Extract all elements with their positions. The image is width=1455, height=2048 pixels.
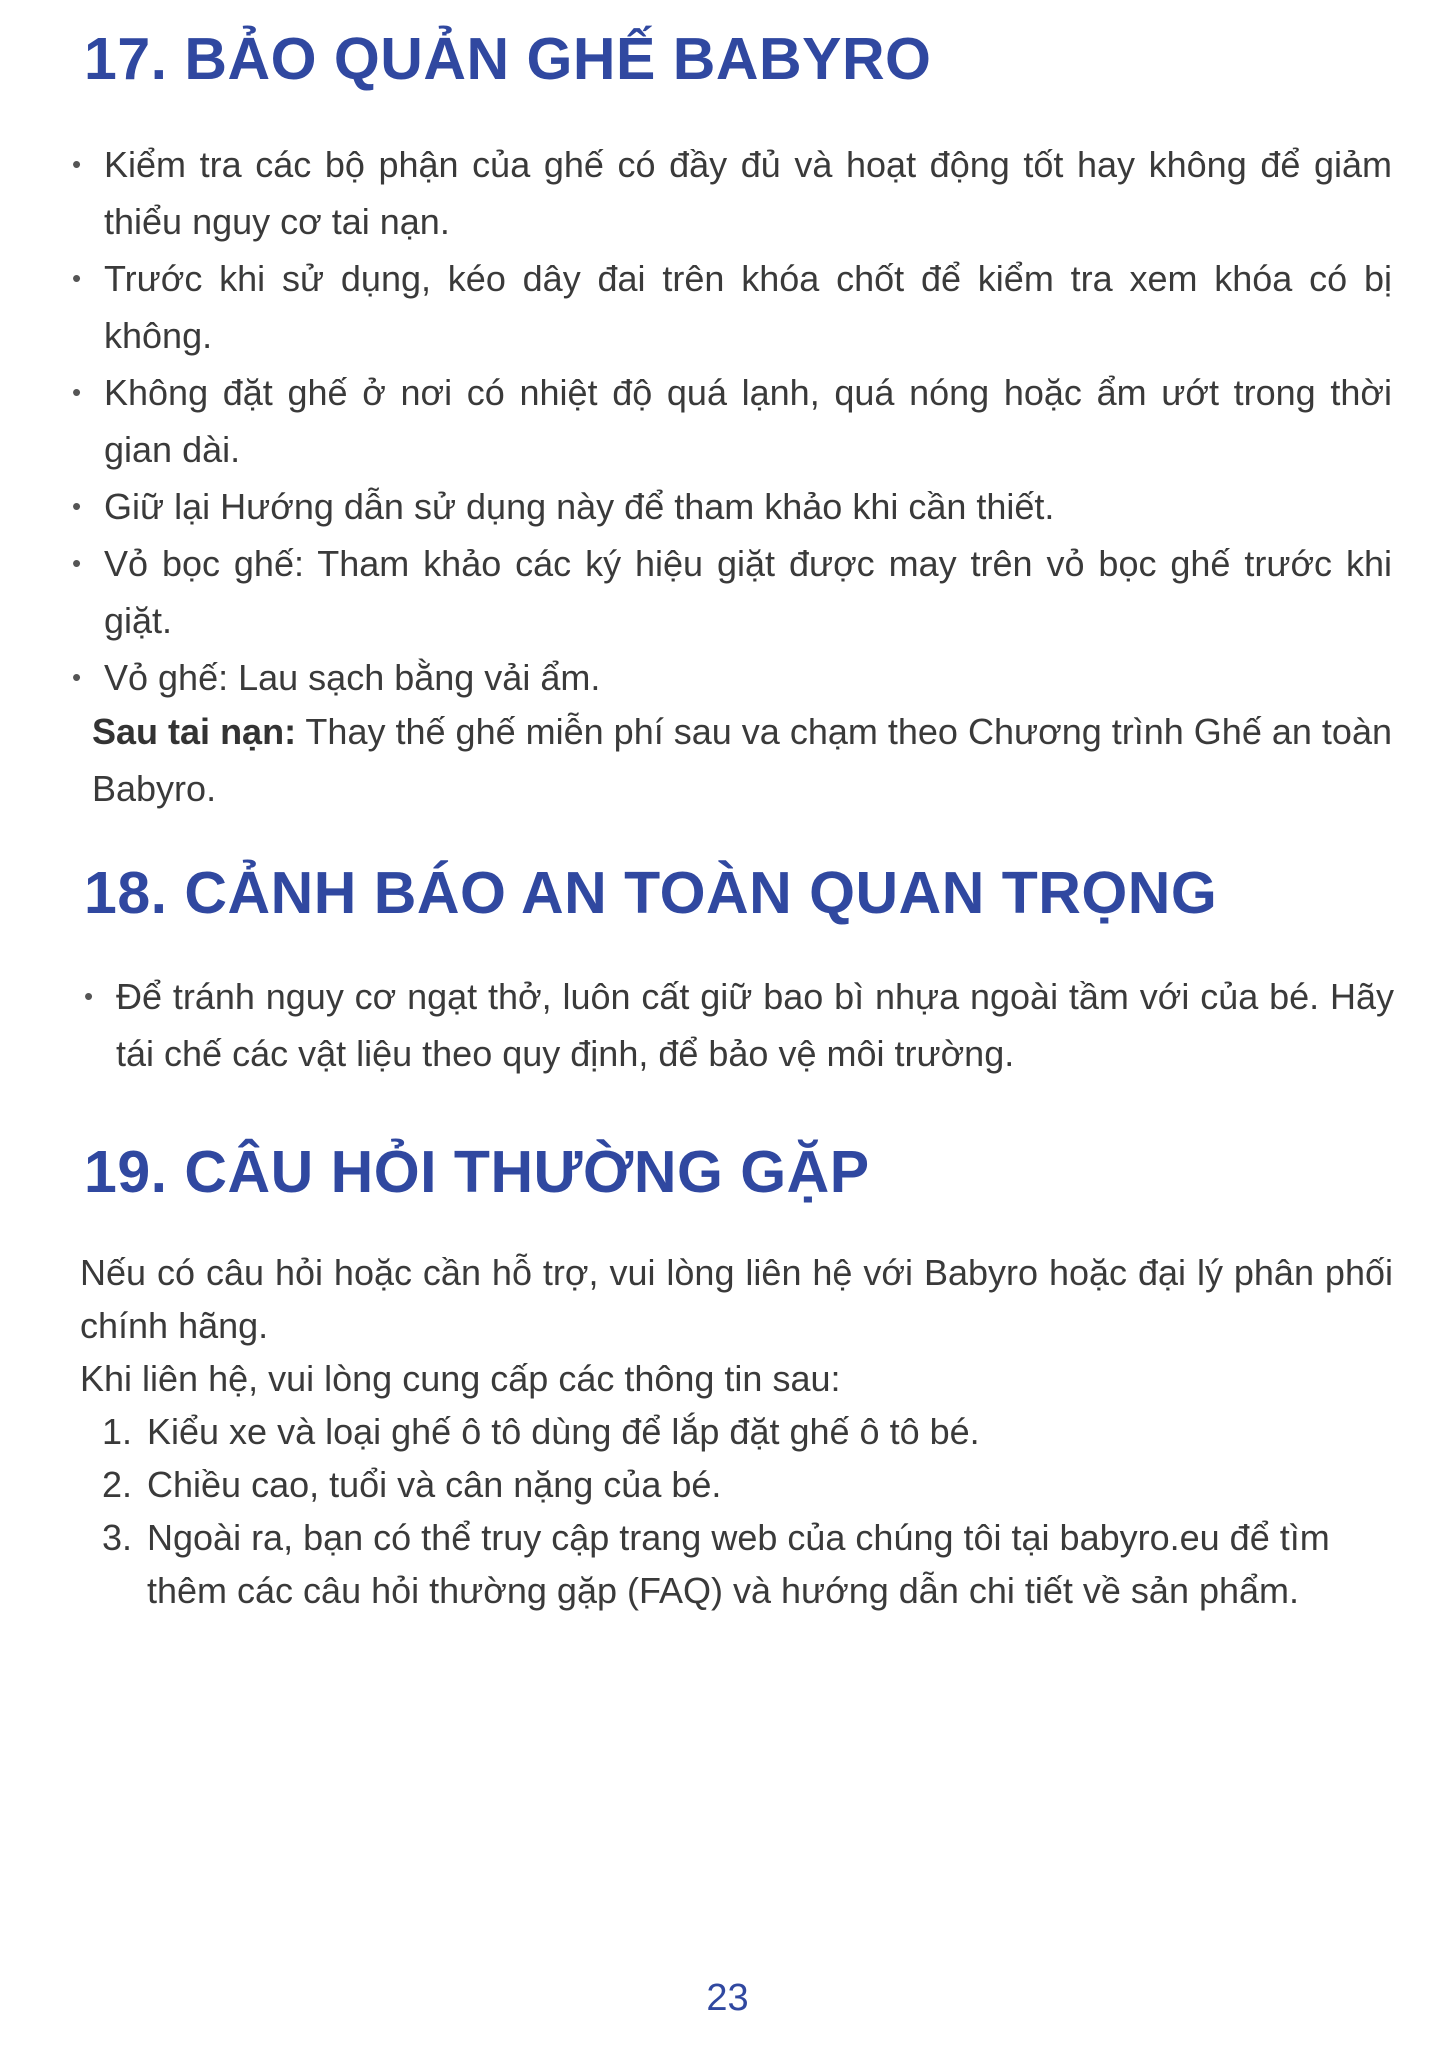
section-18-bullet-list — [84, 968, 1394, 1082]
list-item — [84, 968, 1394, 1082]
after-accident-label: Sau tai nạn: — [92, 711, 297, 752]
list-item-text: Để tránh nguy cơ ngạt thở, luôn cất giữ bao bì nhựa ngoài tầm với của bé. Hãy tái chế các vật liệu theo quy định, để bảo vệ môi trường. — [116, 976, 1394, 1074]
bullet-dot-icon: • — [72, 149, 82, 179]
list-item — [72, 649, 1392, 706]
list-item — [72, 136, 1392, 250]
list-item-text: Trước khi sử dụng, kéo dây đai trên khóa chốt để kiểm tra xem khóa có bị không. — [104, 258, 1392, 356]
list-item-text: Kiểm tra các bộ phận của ghế có đầy đủ và hoạt động tốt hay không để giảm thiểu nguy cơ tai nạn. — [104, 144, 1392, 242]
faq-contact-line: Khi liên hệ, vui lòng cung cấp các thông tin sau: — [80, 1358, 841, 1399]
list-item — [72, 364, 1392, 478]
list-item-text: Không đặt ghế ở nơi có nhiệt độ quá lạnh, quá nóng hoặc ẩm ướt trong thời gian dài. — [104, 372, 1392, 470]
list-item — [72, 535, 1392, 649]
after-accident-note — [92, 703, 1392, 817]
after-accident-text: Thay thế ghế miễn phí sau va chạm theo Chương trình Ghế an toàn Babyro. — [92, 711, 1392, 809]
list-item-text: Giữ lại Hướng dẫn sử dụng này để tham khảo khi cần thiết. — [104, 486, 1055, 527]
bullet-dot-icon: • — [72, 548, 82, 578]
list-item — [102, 1458, 1393, 1511]
list-item-text: Chiều cao, tuổi và cân nặng của bé. — [147, 1464, 722, 1505]
bullet-dot-icon: • — [72, 491, 82, 521]
faq-numbered-list — [102, 1405, 1393, 1617]
page-number: 23 — [706, 1977, 749, 2019]
list-item — [102, 1405, 1393, 1458]
list-item — [72, 478, 1392, 535]
list-item-text: Vỏ ghế: Lau sạch bằng vải ẩm. — [104, 657, 601, 698]
section-19-title: 19. CÂU HỎI THƯỜNG GẶP — [84, 1139, 870, 1205]
section-17-title: 17. BẢO QUẢN GHẾ BABYRO — [84, 26, 932, 92]
list-item-number: 2. — [102, 1464, 133, 1505]
section-17-bullet-list — [72, 136, 1392, 706]
list-item-text: Kiểu xe và loại ghế ô tô dùng để lắp đặt ghế ô tô bé. — [147, 1411, 980, 1452]
list-item — [72, 250, 1392, 364]
list-item-number: 3. — [102, 1517, 133, 1558]
bullet-dot-icon: • — [72, 377, 82, 407]
bullet-dot-icon: • — [84, 981, 94, 1011]
list-item-number: 1. — [102, 1411, 133, 1452]
section-18-title: 18. CẢNH BÁO AN TOÀN QUAN TRỌNG — [84, 860, 1218, 926]
list-item — [102, 1511, 1393, 1617]
list-item-text: Vỏ bọc ghế: Tham khảo các ký hiệu giặt được may trên vỏ bọc ghế trước khi giặt. — [104, 543, 1392, 641]
list-item-text: Ngoài ra, bạn có thể truy cập trang web của chúng tôi tại babyro.eu để tìm thêm các câu hỏi thường gặp (FAQ) và hướng dẫn chi tiết về sản phẩm. — [147, 1517, 1330, 1611]
bullet-dot-icon: • — [72, 662, 82, 692]
bullet-dot-icon: • — [72, 263, 82, 293]
faq-intro: Nếu có câu hỏi hoặc cần hỗ trợ, vui lòng liên hệ với Babyro hoặc đại lý phân phối chính hãng. — [80, 1252, 1393, 1346]
